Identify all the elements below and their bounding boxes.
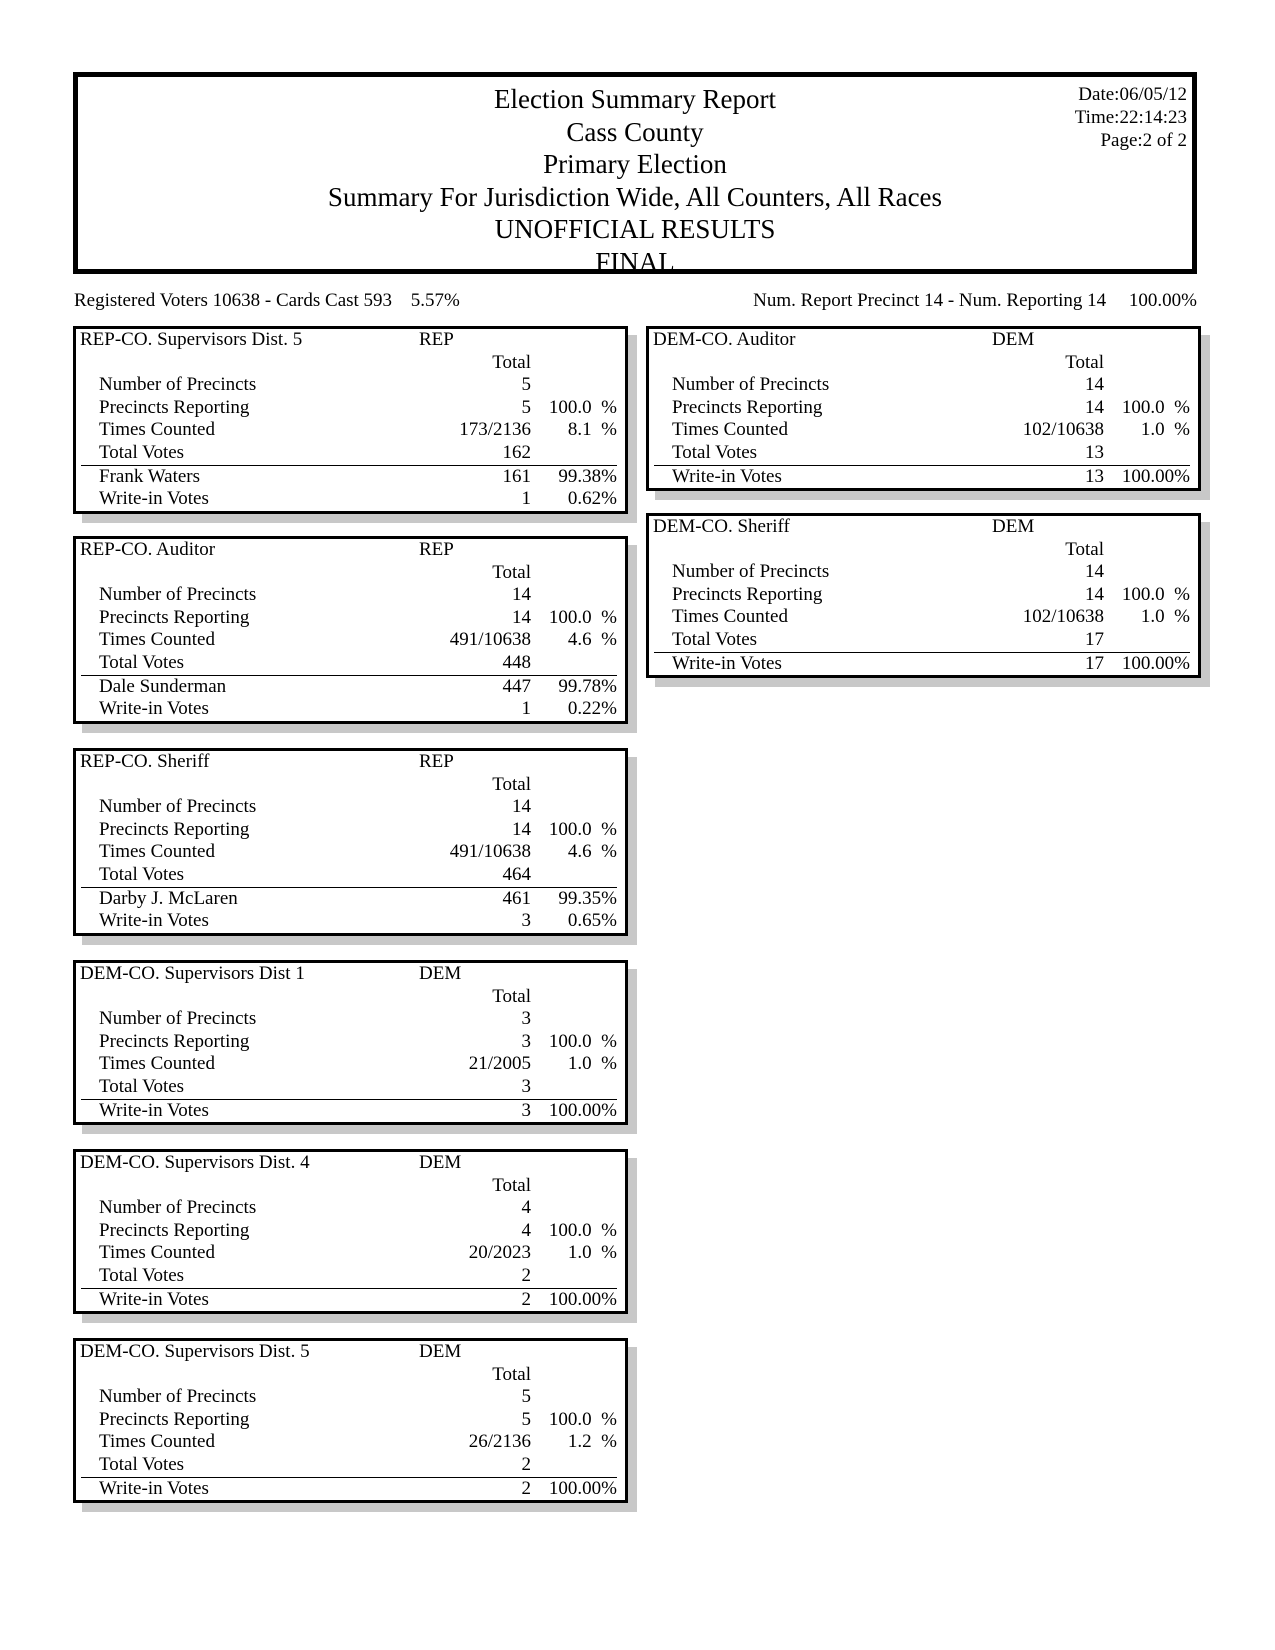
stat-value: 162 — [502, 441, 531, 463]
race-party: DEM — [419, 1152, 462, 1173]
candidate-name: Write-in Votes — [99, 698, 209, 720]
candidate-percent: 0.62% — [567, 488, 617, 510]
total-column-header: Total — [492, 1363, 531, 1385]
candidate-name: Frank Waters — [99, 465, 201, 487]
candidate-percent: 0.65% — [567, 910, 617, 932]
stat-label: Number of Precincts — [99, 1197, 257, 1219]
stat-label: Times Counted — [99, 1053, 215, 1075]
candidate-percent: 0.22% — [567, 698, 617, 720]
race-name: DEM-CO. Supervisors Dist. 4 — [80, 1152, 310, 1173]
stat-label: Times Counted — [672, 606, 788, 628]
total-header-row — [76, 1364, 625, 1387]
candidate-percent: 99.78% — [558, 675, 617, 697]
candidate-votes: 161 — [502, 465, 531, 487]
candidate-votes: 447 — [502, 675, 531, 697]
race-name: REP-CO. Sheriff — [80, 751, 210, 772]
candidate-row — [649, 653, 1198, 676]
stat-label: Total Votes — [672, 441, 758, 463]
stat-row-times-counted — [649, 419, 1198, 442]
stat-row-total-votes — [76, 1265, 625, 1288]
stat-row-times-counted — [76, 1053, 625, 1076]
race-header-row — [76, 539, 625, 562]
stat-label: Total Votes — [99, 441, 185, 463]
candidate-row — [649, 466, 1198, 489]
results-status: UNOFFICIAL RESULTS — [494, 214, 776, 245]
stat-value: 20/2023 — [468, 1242, 531, 1264]
stat-value: 491/10638 — [449, 841, 531, 863]
race-party: DEM — [419, 963, 462, 984]
stat-label: Number of Precincts — [672, 561, 830, 583]
race-box-dem-co-supervisors-dist-1 — [73, 960, 628, 1125]
stat-row-times-counted — [76, 419, 625, 442]
precinct-reporting-summary — [753, 290, 1197, 312]
candidate-votes: 3 — [521, 1099, 531, 1121]
stat-label: Precincts Reporting — [99, 818, 250, 840]
stat-label: Times Counted — [99, 841, 215, 863]
stat-percent: 4.6 % — [567, 629, 617, 651]
total-header-row — [76, 986, 625, 1009]
stat-row-precincts-reporting — [76, 1220, 625, 1243]
total-header-row — [76, 774, 625, 797]
total-header-row — [649, 352, 1198, 375]
page-number: Page:2 of 2 — [1100, 130, 1187, 151]
stat-value: 4 — [521, 1197, 531, 1219]
candidate-name: Write-in Votes — [672, 465, 782, 487]
stat-percent: 1.0 % — [567, 1053, 617, 1075]
total-column-header: Total — [1065, 538, 1104, 560]
stat-value: 2 — [521, 1453, 531, 1475]
stat-row-precincts-reporting — [649, 584, 1198, 607]
race-name: REP-CO. Supervisors Dist. 5 — [80, 329, 303, 350]
stat-row-times-counted — [76, 841, 625, 864]
stat-row-number-of-precincts — [649, 561, 1198, 584]
stat-label: Times Counted — [99, 1431, 215, 1453]
stat-percent: 100.0 % — [548, 606, 617, 628]
race-name: DEM-CO. Supervisors Dist. 5 — [80, 1341, 310, 1362]
turnout-percent: 5.57% — [410, 290, 460, 311]
total-column-header: Total — [492, 773, 531, 795]
candidate-percent: 99.38% — [558, 465, 617, 487]
total-column-header: Total — [492, 561, 531, 583]
report-header — [73, 72, 1197, 277]
stat-percent: 1.0 % — [1140, 419, 1190, 441]
candidate-row — [76, 1478, 625, 1501]
candidate-votes: 2 — [521, 1477, 531, 1499]
race-name: REP-CO. Auditor — [80, 539, 216, 560]
stat-value: 17 — [1085, 628, 1104, 650]
candidate-row — [76, 676, 625, 699]
stat-value: 14 — [1085, 396, 1104, 418]
stat-row-times-counted — [76, 629, 625, 652]
stat-percent: 100.0 % — [1121, 583, 1190, 605]
stat-label: Total Votes — [99, 1453, 185, 1475]
total-column-header: Total — [1065, 351, 1104, 373]
race-party: DEM — [992, 516, 1035, 537]
race-name: DEM-CO. Auditor — [653, 329, 796, 350]
stat-value: 464 — [502, 863, 531, 885]
stat-value: 5 — [521, 374, 531, 396]
registered-voters-summary — [74, 290, 460, 312]
stat-value: 14 — [512, 796, 531, 818]
candidate-name: Write-in Votes — [99, 488, 209, 510]
race-box-rep-co-sheriff — [73, 748, 628, 936]
candidate-votes: 1 — [521, 698, 531, 720]
race-box-rep-co-auditor — [73, 536, 628, 724]
registered-voters-text: Registered Voters 10638 - Cards Cast 593 — [74, 290, 393, 311]
stat-value: 448 — [502, 651, 531, 673]
stat-value: 13 — [1085, 441, 1104, 463]
race-box-dem-co-auditor — [646, 326, 1201, 491]
candidate-name: Dale Sunderman — [99, 675, 227, 697]
candidate-votes: 3 — [521, 910, 531, 932]
race-header-row — [76, 963, 625, 986]
stat-percent: 100.0 % — [548, 1408, 617, 1430]
stat-value: 3 — [521, 1008, 531, 1030]
stat-row-number-of-precincts — [649, 374, 1198, 397]
stat-label: Number of Precincts — [99, 1008, 257, 1030]
candidate-percent: 99.35% — [558, 887, 617, 909]
stat-row-times-counted — [649, 606, 1198, 629]
candidate-votes: 461 — [502, 887, 531, 909]
stat-label: Times Counted — [99, 1242, 215, 1264]
stat-label: Number of Precincts — [672, 374, 830, 396]
stat-row-precincts-reporting — [76, 1031, 625, 1054]
stat-value: 14 — [1085, 561, 1104, 583]
stat-percent: 100.0 % — [548, 1219, 617, 1241]
county-name: Cass County — [566, 116, 704, 147]
stat-row-precincts-reporting — [649, 397, 1198, 420]
total-column-header: Total — [492, 1174, 531, 1196]
candidate-votes: 2 — [521, 1288, 531, 1310]
stat-label: Number of Precincts — [99, 374, 257, 396]
stat-label: Number of Precincts — [99, 796, 257, 818]
stat-row-number-of-precincts — [76, 1008, 625, 1031]
total-column-header: Total — [492, 351, 531, 373]
report-date: Date:06/05/12 — [1078, 84, 1187, 105]
stat-value: 14 — [1085, 583, 1104, 605]
stat-label: Number of Precincts — [99, 1386, 257, 1408]
race-party: REP — [419, 539, 454, 560]
stat-value: 3 — [521, 1075, 531, 1097]
stat-percent: 100.0 % — [1121, 396, 1190, 418]
race-box-rep-co-supervisors-dist-5 — [73, 326, 628, 514]
stat-row-times-counted — [76, 1242, 625, 1265]
stat-row-times-counted — [76, 1431, 625, 1454]
stat-value: 14 — [1085, 374, 1104, 396]
stat-percent: 1.0 % — [1140, 606, 1190, 628]
stat-value: 2 — [521, 1264, 531, 1286]
stat-row-precincts-reporting — [76, 607, 625, 630]
race-box-dem-co-supervisors-dist-5 — [73, 1338, 628, 1503]
report-time: Time:22:14:23 — [1074, 107, 1187, 128]
race-header-row — [76, 751, 625, 774]
total-header-row — [76, 1175, 625, 1198]
candidate-row — [76, 466, 625, 489]
candidate-votes: 13 — [1085, 465, 1104, 487]
stat-percent: 1.0 % — [567, 1242, 617, 1264]
election-name: Primary Election — [543, 149, 727, 180]
candidate-name: Write-in Votes — [99, 1288, 209, 1310]
stat-row-total-votes — [76, 1454, 625, 1477]
candidate-name: Darby J. McLaren — [99, 887, 238, 909]
stat-label: Precincts Reporting — [99, 396, 250, 418]
report-titles — [78, 83, 1192, 279]
stat-label: Precincts Reporting — [99, 1219, 250, 1241]
race-party: DEM — [992, 329, 1035, 350]
candidate-votes: 17 — [1085, 652, 1104, 674]
race-header-row — [76, 329, 625, 352]
stat-row-precincts-reporting — [76, 1409, 625, 1432]
stat-label: Precincts Reporting — [672, 583, 823, 605]
stat-label: Precincts Reporting — [99, 1030, 250, 1052]
stat-value: 102/10638 — [1022, 606, 1104, 628]
candidate-name: Write-in Votes — [672, 652, 782, 674]
report-title: Election Summary Report — [494, 84, 776, 114]
stat-label: Times Counted — [672, 419, 788, 441]
race-name: DEM-CO. Supervisors Dist 1 — [80, 963, 305, 984]
precinct-reporting-percent: 100.00% — [1128, 290, 1197, 311]
total-header-row — [649, 539, 1198, 562]
stat-row-total-votes — [76, 442, 625, 465]
total-header-row — [76, 562, 625, 585]
candidate-percent: 100.00% — [1121, 465, 1190, 487]
stat-value: 21/2005 — [468, 1053, 531, 1075]
stat-row-total-votes — [76, 1076, 625, 1099]
race-party: DEM — [419, 1341, 462, 1362]
stat-row-total-votes — [76, 652, 625, 675]
stat-row-precincts-reporting — [76, 397, 625, 420]
total-header-row — [76, 352, 625, 375]
candidate-votes: 1 — [521, 488, 531, 510]
candidate-row — [76, 910, 625, 933]
candidate-row — [76, 698, 625, 721]
stat-row-precincts-reporting — [76, 819, 625, 842]
stat-value: 14 — [512, 584, 531, 606]
race-box-dem-co-sheriff — [646, 513, 1201, 678]
stat-label: Number of Precincts — [99, 584, 257, 606]
stat-label: Precincts Reporting — [99, 1408, 250, 1430]
stat-row-total-votes — [649, 629, 1198, 652]
stat-row-total-votes — [76, 864, 625, 887]
stat-label: Total Votes — [99, 1264, 185, 1286]
race-name: DEM-CO. Sheriff — [653, 516, 790, 537]
stat-value: 5 — [521, 396, 531, 418]
report-meta — [1075, 83, 1187, 152]
stat-label: Precincts Reporting — [99, 606, 250, 628]
stat-value: 173/2136 — [459, 419, 531, 441]
race-party: REP — [419, 751, 454, 772]
stat-label: Total Votes — [672, 628, 758, 650]
stat-label: Total Votes — [99, 863, 185, 885]
candidate-percent: 100.00% — [548, 1477, 617, 1499]
stat-label: Precincts Reporting — [672, 396, 823, 418]
race-header-row — [649, 329, 1198, 352]
stat-percent: 100.0 % — [548, 818, 617, 840]
stat-value: 14 — [512, 818, 531, 840]
race-header-row — [649, 516, 1198, 539]
race-header-row — [76, 1152, 625, 1175]
stat-percent: 100.0 % — [548, 1030, 617, 1052]
stat-percent: 100.0 % — [548, 396, 617, 418]
candidate-name: Write-in Votes — [99, 910, 209, 932]
stat-value: 5 — [521, 1386, 531, 1408]
stat-value: 102/10638 — [1022, 419, 1104, 441]
stat-value: 14 — [512, 606, 531, 628]
stat-value: 3 — [521, 1030, 531, 1052]
candidate-row — [76, 1289, 625, 1312]
stat-row-number-of-precincts — [76, 374, 625, 397]
total-column-header: Total — [492, 985, 531, 1007]
stat-value: 5 — [521, 1408, 531, 1430]
race-header-row — [76, 1341, 625, 1364]
candidate-name: Write-in Votes — [99, 1099, 209, 1121]
race-party: REP — [419, 329, 454, 350]
race-box-dem-co-supervisors-dist-4 — [73, 1149, 628, 1314]
stat-value: 4 — [521, 1219, 531, 1241]
stat-row-number-of-precincts — [76, 1197, 625, 1220]
candidate-name: Write-in Votes — [99, 1477, 209, 1499]
stat-label: Times Counted — [99, 419, 215, 441]
stat-percent: 4.6 % — [567, 841, 617, 863]
candidate-row — [76, 1100, 625, 1123]
stat-value: 491/10638 — [449, 629, 531, 651]
stat-row-number-of-precincts — [76, 584, 625, 607]
precinct-reporting-text: Num. Report Precinct 14 - Num. Reporting 14 — [753, 290, 1107, 311]
stat-percent: 1.2 % — [567, 1431, 617, 1453]
candidate-percent: 100.00% — [548, 1099, 617, 1121]
stat-label: Total Votes — [99, 1075, 185, 1097]
candidate-row — [76, 888, 625, 911]
results-stage: FINAL — [595, 246, 675, 277]
candidate-percent: 100.00% — [548, 1288, 617, 1310]
stat-row-number-of-precincts — [76, 796, 625, 819]
report-scope: Summary For Jurisdiction Wide, All Counters, All Races — [327, 181, 943, 212]
stat-label: Total Votes — [99, 651, 185, 673]
stat-percent: 8.1 % — [567, 419, 617, 441]
candidate-percent: 100.00% — [1121, 652, 1190, 674]
candidate-row — [76, 488, 625, 511]
stat-value: 26/2136 — [468, 1431, 531, 1453]
stat-row-total-votes — [649, 442, 1198, 465]
stat-label: Times Counted — [99, 629, 215, 651]
stat-row-number-of-precincts — [76, 1386, 625, 1409]
